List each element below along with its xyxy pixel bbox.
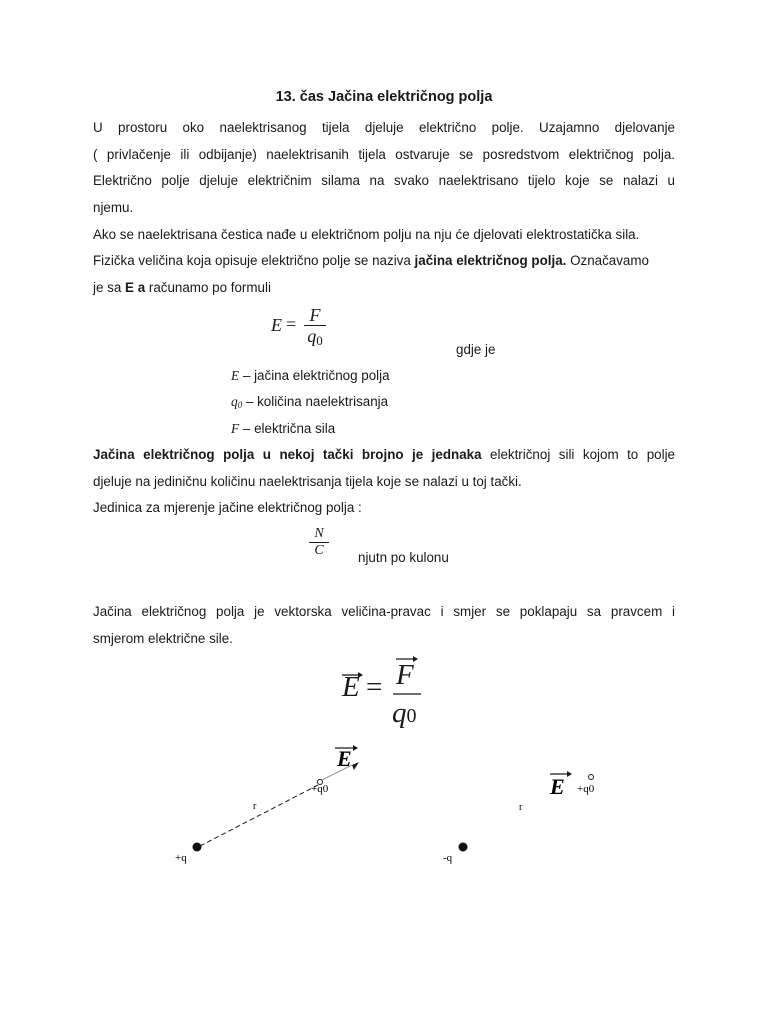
paragraph-line: U prostoru oko naelektrisanog tijela djeluje električno polje. Uzajamno djelovanje bbox=[93, 120, 675, 135]
page-title: 13. čas Jačina električnog polja bbox=[275, 89, 493, 105]
formula-fraction bbox=[304, 305, 326, 351]
text-run: računamo po formuli bbox=[145, 280, 271, 295]
text-run: električnoj sili kojom to polje bbox=[481, 447, 676, 462]
field-vector-label: E bbox=[337, 746, 352, 771]
vector-formula-numerator: F bbox=[396, 659, 414, 691]
paragraph-line: smjerom električne sile. bbox=[93, 631, 233, 646]
distance-label: r bbox=[253, 801, 257, 812]
positive-charge-diagram bbox=[175, 745, 359, 864]
paragraph-line: njemu. bbox=[93, 200, 134, 215]
bold-term: E bbox=[125, 280, 134, 295]
legend-item bbox=[231, 393, 388, 414]
source-charge-label: +q bbox=[175, 852, 187, 864]
legend-text: – jačina električnog polja bbox=[239, 368, 390, 383]
distance-label: r bbox=[519, 802, 523, 813]
bold-term: jačina električnog polja. bbox=[414, 253, 567, 268]
fraction-denominator bbox=[304, 326, 326, 351]
paragraph-line: ( privlačenje ili odbijanje) naelektrisanih tijela ostvaruje se posredstvom električnog polja. bbox=[93, 147, 675, 162]
vector-formula-equals: = bbox=[366, 671, 383, 703]
legend-symbol: E bbox=[231, 368, 240, 383]
legend-subscript: 0 bbox=[237, 400, 243, 410]
paragraph-line bbox=[93, 279, 675, 297]
unit-intro: Jedinica za mjerenje jačine električnog polja : bbox=[93, 500, 362, 515]
test-charge bbox=[589, 775, 594, 780]
legend-symbol: q bbox=[231, 394, 238, 409]
definition-line: djeluje na jediničnu količinu naelektrisanja tijela koje se nalazi u toj tački. bbox=[93, 474, 522, 489]
text-run: je sa bbox=[93, 280, 126, 295]
unit-fraction bbox=[309, 526, 329, 559]
bold-definition: Jačina električnog polja u nekoj tački brojno je jednaka bbox=[93, 447, 482, 462]
text-run: Fizička veličina koja opisuje električno polje se naziva bbox=[93, 253, 415, 268]
denominator-subscript: 0 bbox=[406, 705, 417, 727]
gdje-je-label: gdje je bbox=[456, 342, 496, 357]
paragraph-line: Električno polje djeluje električnim silama na svako naelektrisano tijelo koje se nalazi u bbox=[93, 173, 675, 188]
unit-denominator: C bbox=[314, 543, 324, 558]
legend-item bbox=[231, 367, 390, 385]
formula-lhs: E bbox=[271, 315, 282, 335]
paragraph-line: Ako se naelektrisana čestica nađe u električnom polju na nju će djelovati elektrostatička sila. bbox=[93, 227, 640, 242]
fraction-numerator: F bbox=[309, 305, 321, 325]
denominator-subscript: 0 bbox=[316, 333, 323, 348]
vector-formula-denominator bbox=[392, 698, 417, 731]
negative-charge-diagram bbox=[443, 771, 595, 864]
legend-symbol: F bbox=[231, 421, 240, 436]
arrowhead bbox=[353, 745, 358, 751]
source-charge bbox=[193, 843, 202, 852]
formula-equals: = bbox=[286, 314, 297, 334]
paragraph-line bbox=[93, 252, 675, 270]
paragraph-line: Jačina električnog polja je vektorska veličina-pravac i smjer se poklapaju sa pravcem i bbox=[93, 604, 675, 619]
vector-formula-lhs: E bbox=[342, 671, 360, 703]
field-diagram bbox=[0, 730, 768, 880]
denominator-symbol: q bbox=[392, 697, 407, 729]
bold-term: a bbox=[137, 280, 146, 295]
legend-item bbox=[231, 420, 335, 438]
legend-text: – količina naelektrisanja bbox=[242, 394, 389, 409]
source-charge-label: -q bbox=[443, 852, 453, 864]
arrowhead bbox=[567, 771, 572, 777]
unit-numerator: N bbox=[314, 526, 324, 541]
test-charge-label: +q0 bbox=[311, 783, 329, 795]
legend-text: – električna sila bbox=[239, 421, 336, 436]
denominator-symbol: q bbox=[307, 326, 317, 346]
definition-line bbox=[93, 446, 675, 464]
test-charge-label: +q0 bbox=[577, 783, 595, 795]
source-charge bbox=[459, 843, 468, 852]
field-vector-head bbox=[352, 762, 359, 770]
text-run: Označavamo bbox=[566, 253, 649, 268]
field-vector-label: E bbox=[550, 774, 565, 799]
distance-line bbox=[200, 785, 318, 846]
unit-name: njutn po kulonu bbox=[358, 550, 449, 565]
